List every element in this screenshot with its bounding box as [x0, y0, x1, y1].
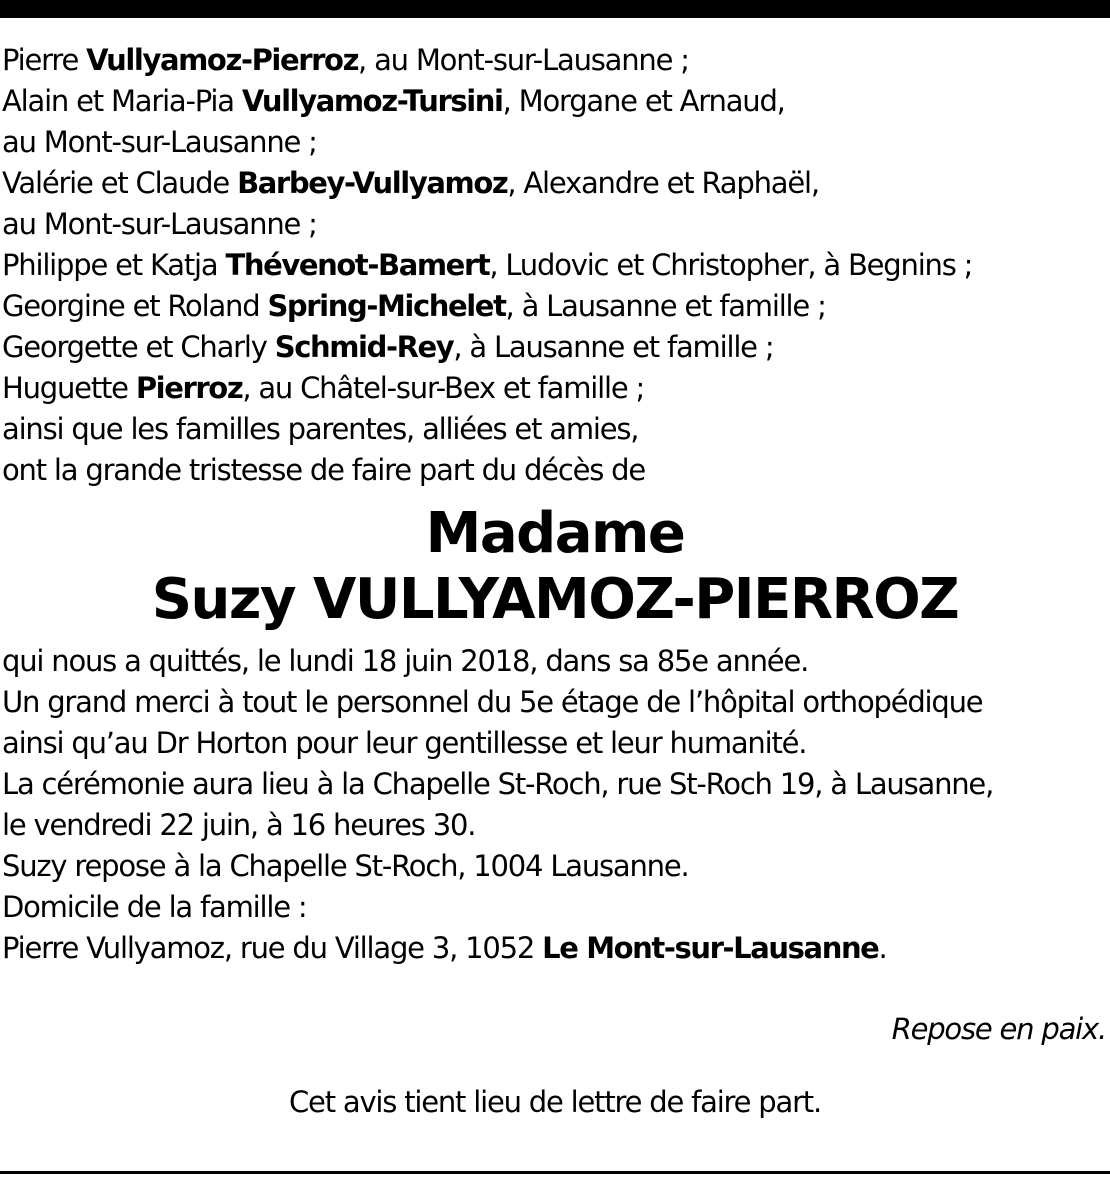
deceased-name: Suzy VULLYAMOZ-PIERROZ — [151, 567, 959, 632]
family-list — [2, 40, 1108, 491]
bottom-rule — [0, 1171, 1110, 1174]
family-line: Pierre Vullyamoz-Pierroz, au Mont-sur-Lausanne ; — [2, 43, 689, 77]
closing-phrase: Repose en paix. — [891, 1012, 1106, 1046]
death-notice — [2, 40, 1108, 1123]
deceased-title — [2, 501, 1108, 633]
detail-line: Suzy repose à la Chapelle St-Roch, 1004 Lausanne. — [2, 849, 689, 883]
family-line: Georgette et Charly Schmid-Rey, à Lausanne et famille ; — [2, 330, 774, 364]
family-line: Valérie et Claude Barbey-Vullyamoz, Alexandre et Raphaël, — [2, 166, 819, 200]
detail-line: qui nous a quittés, le lundi 18 juin 2018, dans sa 85e année. — [2, 644, 809, 678]
family-line: ont la grande tristesse de faire part du décès de — [2, 453, 646, 487]
family-line: Alain et Maria-Pia Vullyamoz-Tursini, Morgane et Arnaud, — [2, 84, 785, 118]
detail-line: ainsi qu’au Dr Horton pour leur gentillesse et leur humanité. — [2, 726, 807, 760]
family-line: au Mont-sur-Lausanne ; — [2, 207, 317, 241]
detail-line: Un grand merci à tout le personnel du 5e étage de l’hôpital orthopédique — [2, 685, 983, 719]
detail-line: La cérémonie aura lieu à la Chapelle St-Roch, rue St-Roch 19, à Lausanne, — [2, 767, 994, 801]
family-line: Huguette Pierroz, au Châtel-sur-Bex et famille ; — [2, 371, 645, 405]
family-line: ainsi que les familles parentes, alliées et amies, — [2, 412, 639, 446]
family-line: au Mont-sur-Lausanne ; — [2, 125, 317, 159]
detail-line: Domicile de la famille : — [2, 890, 307, 924]
deceased-honorific: Madame — [425, 501, 685, 566]
footer-note: Cet avis tient lieu de lettre de faire part. — [289, 1085, 821, 1119]
notice-details — [2, 641, 1108, 969]
detail-line: le vendredi 22 juin, à 16 heures 30. — [2, 808, 476, 842]
family-line: Philippe et Katja Thévenot-Bamert, Ludovic et Christopher, à Begnins ; — [2, 248, 973, 282]
top-rule — [0, 0, 1110, 18]
detail-line: Pierre Vullyamoz, rue du Village 3, 1052 Le Mont-sur-Lausanne. — [2, 931, 887, 965]
family-line: Georgine et Roland Spring-Michelet, à Lausanne et famille ; — [2, 289, 826, 323]
